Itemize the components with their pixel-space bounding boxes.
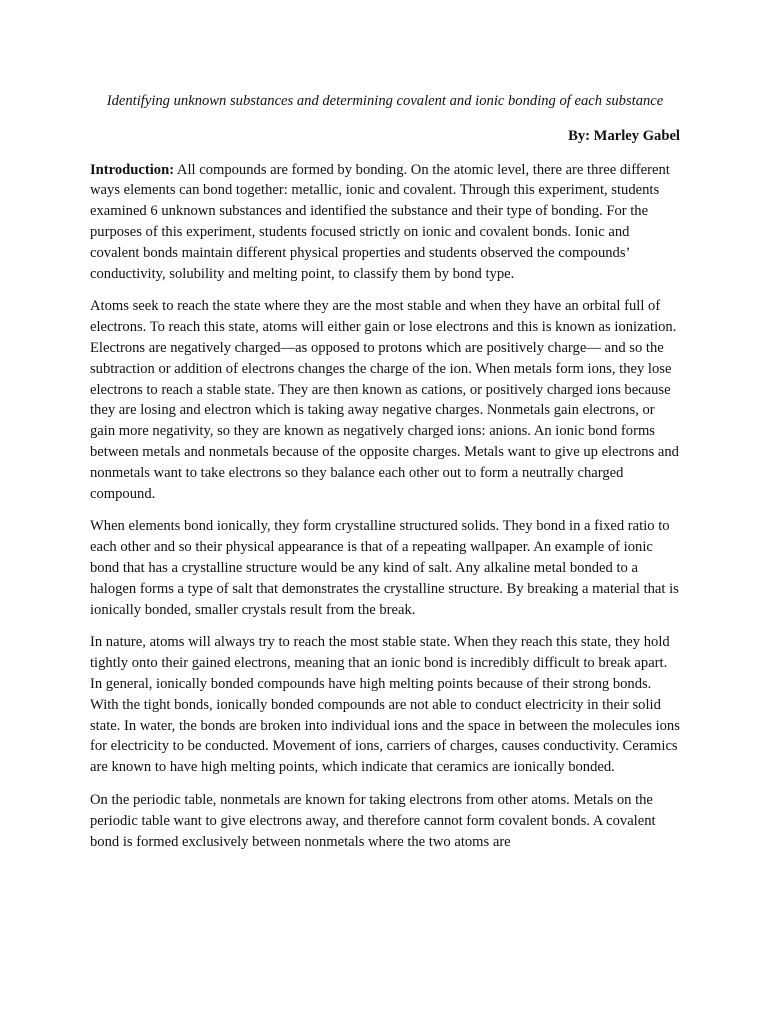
document-title: Identifying unknown substances and determining covalent and ionic bonding of each substance <box>106 93 664 109</box>
paragraph-crystalline-structure: When elements bond ionically, they form crystalline structured solids. They bond in a fixed ratio to each other and so their physical appearance is that of a repeating wallpaper. An example of ionic bond that has a crystalline structure would be any kind of salt. Any alkaline metal bonded to a halogen forms a type of salt that demonstrates the crystalline structure. By breaking a material that is ionically bonded, smaller crystals result from the break. <box>90 518 679 618</box>
introduction-text: All compounds are formed by bonding. On the atomic level, there are three different ways elements can bond together: metallic, ionic and covalent. Through this experiment, students examined 6 unknown substances and identified the substance and their type of bonding. For the purposes of this experiment, students focused strictly on ionic and covalent bonds. Ionic and covalent bonds maintain different physical properties and students observed the compounds’ conductivity, solubility and melting point, to classify them by bond type. <box>90 161 670 282</box>
paragraph-stability-and-conductivity: In nature, atoms will always try to reach the most stable state. When they reach this state, they hold tightly onto their gained electrons, meaning that an ionic bond is incredibly difficult to break apart. In general, ionically bonded compounds have high melting points because of their strong bonds. With the tight bonds, ionically bonded compounds are not able to conduct electricity in their solid state. In water, the bonds are broken into individual ions and the space in between the molecules ions for electricity to be conducted. Movement of ions, carriers of charges, causes conductivity. Ceramics are known to have high melting points, which indicate that ceramics are ionically bonded. <box>90 634 680 776</box>
document-body <box>90 91 680 852</box>
introduction-label: Introduction: <box>90 161 175 178</box>
paragraph-ionization: Atoms seek to reach the state where they are the most stable and when they have an orbital full of electrons. To reach this state, atoms will either gain or lose electrons and this is known as ionization. Electrons are negatively charged—as opposed to protons which are positively charge— and so the subtraction or addition of electrons changes the charge of the ion. When metals form ions, they lose electrons to reach a stable state. They are then known as cations, or positively charged ions because they are losing and electron which is taking away negative charges. Nonmetals gain electrons, or gain more negativity, so they are known as negatively charged ions: anions. An ionic bond forms between metals and nonmetals because of the opposite charges. Metals want to give up electrons and nonmetals want to take electrons so they balance each other out to form a neutrally charged compound. <box>90 298 679 502</box>
introduction-paragraph <box>90 160 680 285</box>
paragraph-covalent-bonds: On the periodic table, nonmetals are known for taking electrons from other atoms. Metals on the periodic table want to give electrons away, and therefore cannot form covalent bonds. A covalent bond is formed exclusively between nonmetals where the two atoms are <box>90 791 656 850</box>
author-byline: By: Marley Gabel <box>568 127 680 144</box>
